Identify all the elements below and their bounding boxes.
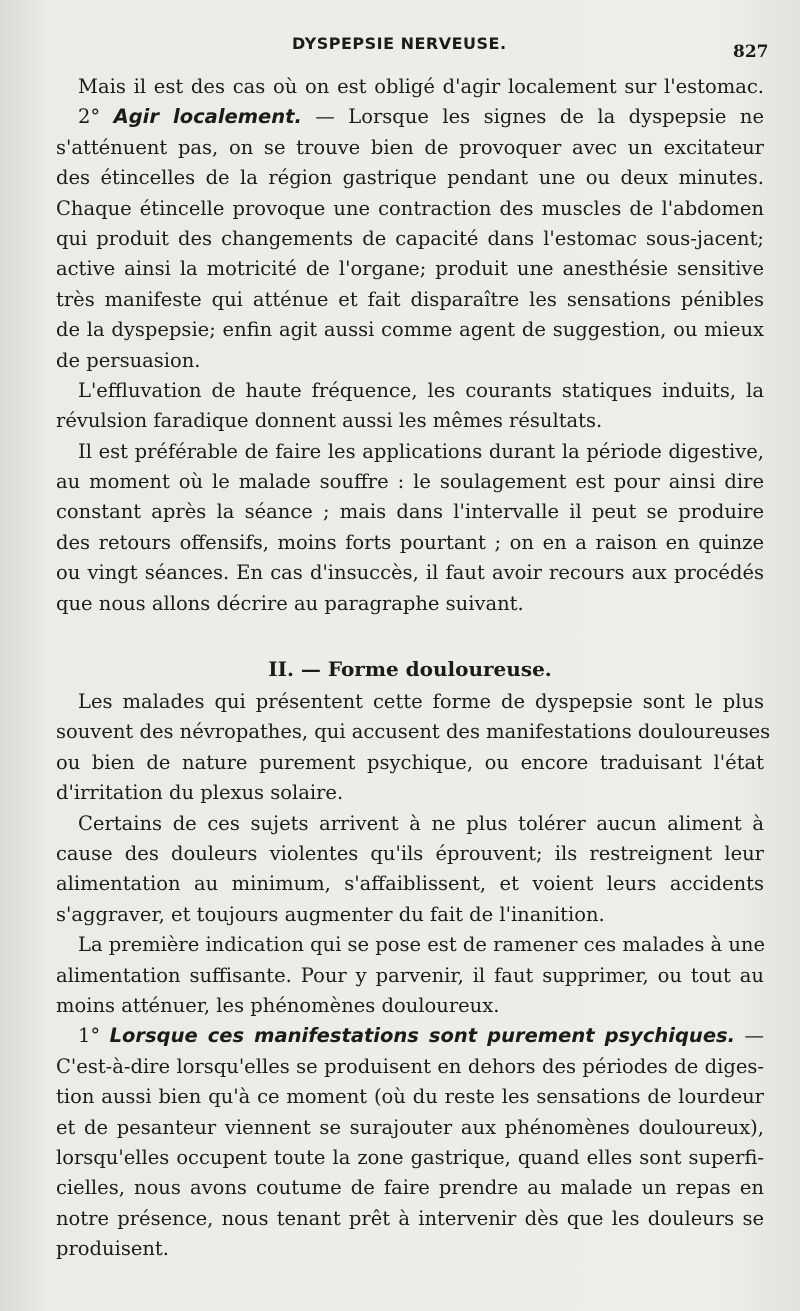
text-line: active ainsi la motricité de l'organe; produit une anesthésie sensitive	[56, 257, 764, 281]
text-run: —	[735, 1024, 764, 1048]
running-title: DYSPEPSIE NERVEUSE.	[292, 34, 507, 53]
text-line: lorsqu'elles occupent toute la zone gastrique, quand elles sont superfi-	[56, 1145, 764, 1169]
text-line: des retours offensifs, moins forts pourtant ; on en a raison en quinze	[56, 530, 764, 554]
text-line: cause des douleurs violentes qu'ils éprouvent; ils restreignent leur	[56, 841, 764, 865]
text-line: constant après la séance ; mais dans l'intervalle il peut se produire	[56, 500, 764, 524]
text-line: très manifeste qui atténue et fait disparaître les sensations pénibles	[56, 287, 764, 311]
text-line: alimentation suffisante. Pour y parvenir, il faut supprimer, ou tout au	[56, 963, 764, 987]
text-line: Chaque étincelle provoque une contraction des muscles de l'abdomen	[56, 196, 764, 220]
text-line: Mais il est des cas où on est obligé d'agir localement sur l'estomac.	[78, 75, 764, 98]
page-number: 827	[733, 42, 769, 62]
text-line: produisent.	[56, 1237, 169, 1261]
text-line: que nous allons décrire au paragraphe suivant.	[56, 591, 524, 615]
page-header	[0, 30, 800, 60]
text-line: souvent des névropathes, qui accusent des manifestations douloureuses	[56, 720, 771, 744]
text-line: de la dyspepsie; enfin agit aussi comme agent de suggestion, ou mieux	[56, 318, 764, 342]
subheading-line	[56, 102, 764, 132]
text-line: de persuasion.	[56, 348, 201, 372]
text-line: C'est-à-dire lorsqu'elles se produisent en dehors des périodes de diges-	[56, 1054, 764, 1078]
text-line: s'atténuent pas, on se trouve bien de provoquer avec un excitateur	[56, 135, 764, 159]
subheading-psychiques: Lorsque ces manifestations sont purement psychiques.	[109, 1024, 736, 1048]
text-line: Il est préférable de faire les applications durant la période digestive,	[78, 439, 764, 463]
text-line: d'irritation du plexus solaire.	[56, 781, 344, 805]
text-line: La première indication qui se pose est de ramener ces malades à une	[78, 933, 766, 957]
section-title: II. — Forme douloureuse.	[268, 657, 552, 682]
text-line: cielles, nous avons coutume de faire prendre au malade un repas en	[56, 1176, 764, 1200]
enum-marker: 1°	[78, 1024, 101, 1048]
text-line: Certains de ces sujets arrivent à ne plus tolérer aucun aliment à	[78, 811, 764, 835]
text-line: ou vingt séances. En cas d'insuccès, il faut avoir recours aux procédés	[56, 561, 764, 585]
section-gap	[56, 619, 764, 649]
text-line: ou bien de nature purement psychique, ou encore traduisant l'état	[56, 750, 764, 774]
subheading-line	[56, 1021, 764, 1051]
text-line: et de pesanteur viennent se surajouter aux phénomènes douloureux),	[56, 1115, 764, 1139]
text-line: révulsion faradique donnent aussi les mêmes résultats.	[56, 409, 603, 433]
text-line: L'effluvation de haute fréquence, les courants statiques induits, la	[78, 378, 764, 402]
text-line: des étincelles de la région gastrique pendant une ou deux minutes.	[56, 166, 764, 190]
body-text	[56, 72, 771, 1264]
text-run: — Lorsque les signes de la dyspepsie ne	[301, 105, 764, 129]
enum-marker: 2°	[78, 105, 101, 129]
text-line: qui produit des changements de capacité dans l'estomac sous-jacent;	[56, 226, 764, 250]
text-line: s'aggraver, et toujours augmenter du fait de l'inanition.	[56, 902, 605, 926]
subheading-agir-localement: Agir localement.	[113, 105, 302, 129]
text-line: moins atténuer, les phénomènes douloureux.	[56, 993, 500, 1017]
text-line: tion aussi bien qu'à ce moment (où du reste les sensations de lourdeur	[56, 1085, 764, 1109]
text-line: notre présence, nous tenant prêt à intervenir dès que les douleurs se	[56, 1206, 764, 1230]
text-line: au moment où le malade souffre : le soulagement est pour ainsi dire	[56, 470, 764, 494]
text-line: Les malades qui présentent cette forme de dyspepsie sont le plus	[78, 690, 764, 714]
text-line: alimentation au minimum, s'affaiblissent, et voient leurs accidents	[56, 872, 764, 896]
